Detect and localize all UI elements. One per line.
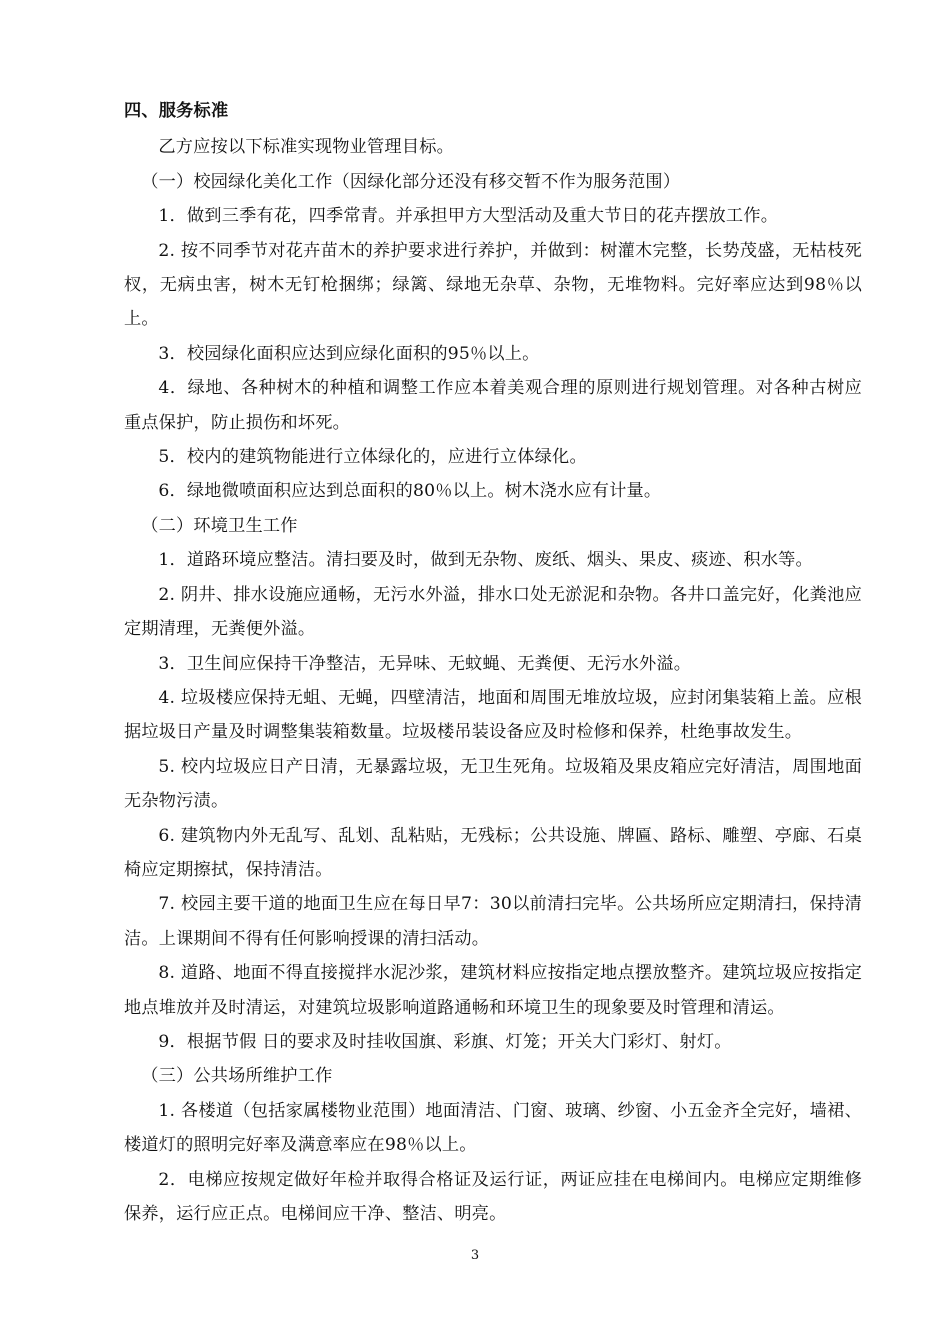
paragraph: 6．绿地微喷面积应达到总面积的80％以上。树木浇水应有计量。	[158, 481, 662, 502]
paragraph: 6. 建筑物内外无乱写、乱划、乱粘贴，无残标；公共设施、牌匾、路标、雕塑、亭廊、石桌椅应定期擦拭，保持清洁。	[124, 825, 862, 880]
paragraph: 8. 道路、地面不得直接搅拌水泥沙浆，建筑材料应按指定地点摆放整齐。建筑垃圾应按指定地点堆放并及时清运，对建筑垃圾影响道路通畅和环境卫生的现象要及时管理和清运。	[124, 963, 862, 1018]
paragraph: 2. 阴井、排水设施应通畅，无污水外溢，排水口处无淤泥和杂物。各井口盖完好，化粪池应定期清理，无粪便外溢。	[124, 584, 862, 640]
page-number: 3	[470, 1248, 480, 1263]
intro-paragraph: 乙方应按以下标准实现物业管理目标。	[158, 137, 454, 158]
section-heading: 四、服务标准	[124, 101, 229, 121]
paragraph: 2．电梯应按规定做好年检并取得合格证及运行证，两证应挂在电梯间内。电梯应定期维修保养，运行应正点。电梯间应干净、整洁、明亮。	[124, 1169, 862, 1224]
paragraph: 5. 校内垃圾应日产日清，无暴露垃圾，无卫生死角。垃圾箱及果皮箱应完好清洁，周围地面无杂物污渍。	[124, 756, 862, 812]
paragraph: 9．根据节假 日的要求及时挂收国旗、彩旗、灯笼；开关大门彩灯、射灯。	[158, 1031, 732, 1052]
page-body	[124, 94, 862, 1231]
paragraph: 5．校内的建筑物能进行立体绿化的，应进行立体绿化。	[158, 447, 587, 468]
subsection-title-greening: （一）校园绿化美化工作（因绿化部分还没有移交暂不作为服务范围）	[141, 171, 681, 192]
paragraph: 3．校园绿化面积应达到应绿化面积的95％以上。	[158, 343, 540, 364]
paragraph: 7. 校园主要干道的地面卫生应在每日早7：30以前清扫完毕。公共场所应定期清扫，保持清洁。上课期间不得有任何影响授课的清扫活动。	[124, 894, 862, 949]
subsection-title-public-areas: （三）公共场所维护工作	[141, 1066, 333, 1087]
paragraph: 1．道路环境应整洁。清扫要及时，做到无杂物、废纸、烟头、果皮、痰迹、积水等。	[158, 550, 813, 571]
paragraph: 4. 垃圾楼应保持无蛆、无蝇，四壁清洁，地面和周围无堆放垃圾，应封闭集装箱上盖。应根据垃圾日产量及时调整集装箱数量。垃圾楼吊装设备应及时检修和保养，杜绝事故发生。	[124, 687, 862, 743]
paragraph: 3．卫生间应保持干净整洁，无异味、无蚊蝇、无粪便、无污水外溢。	[158, 653, 692, 674]
paragraph: 1．做到三季有花，四季常青。并承担甲方大型活动及重大节日的花卉摆放工作。	[158, 206, 779, 227]
paragraph: 1. 各楼道（包括家属楼物业范围）地面清洁、门窗、玻璃、纱窗、小五金齐全完好，墙裙、楼道灯的照明完好率及满意率应在98％以上。	[124, 1100, 862, 1156]
paragraph: 2. 按不同季节对花卉苗木的养护要求进行养护，并做到：树灌木完整，长势茂盛，无枯枝死杈，无病虫害，树木无钉枪捆绑；绿篱、绿地无杂草、杂物，无堆物料。完好率应达到98％以上。	[124, 240, 862, 330]
subsection-title-sanitation: （二）环境卫生工作	[141, 515, 298, 536]
paragraph: 4．绿地、各种树木的种植和调整工作应本着美观合理的原则进行规划管理。对各种古树应重点保护，防止损伤和坏死。	[124, 378, 862, 433]
